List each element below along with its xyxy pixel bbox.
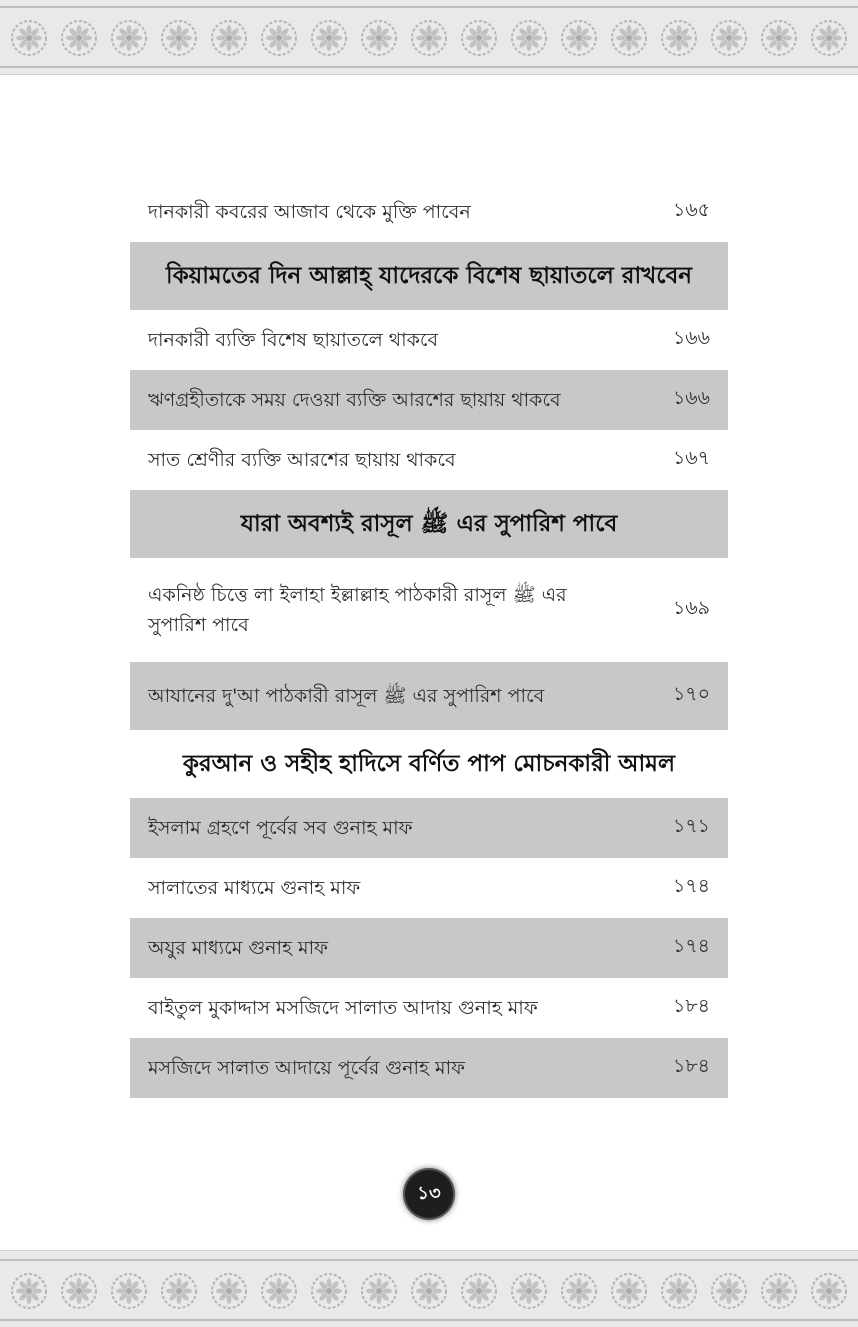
rosette-pattern <box>4 1270 854 1312</box>
toc-entry[interactable] <box>130 662 728 730</box>
rosette-icon <box>562 21 596 55</box>
bottom-ornament-border <box>0 1250 858 1327</box>
toc-entry[interactable] <box>130 370 728 430</box>
rosette-icon <box>512 1274 546 1308</box>
rosette-icon <box>712 21 746 55</box>
toc-entry-title: ইসলাম গ্রহণে পূর্বের সব গুনাহ মাফ <box>148 817 413 839</box>
section-heading: যারা অবশ্যই রাসূল ﷺ এর সুপারিশ পাবে <box>130 490 728 558</box>
toc-entry[interactable] <box>130 182 728 242</box>
toc-entry-title: সাত শ্রেণীর ব্যক্তি আরশের ছায়ায় থাকবে <box>148 449 456 471</box>
rosette-icon <box>412 1274 446 1308</box>
rosette-icon <box>562 1274 596 1308</box>
toc-entry[interactable] <box>130 558 728 662</box>
rosette-icon <box>62 1274 96 1308</box>
rosette-icon <box>12 1274 46 1308</box>
rosette-icon <box>812 21 846 55</box>
section-heading: কিয়ামতের দিন আল্লাহ্ যাদেরকে বিশেষ ছায়াতলে রাখবেন <box>130 242 728 310</box>
toc-entry[interactable] <box>130 978 728 1038</box>
rosette-icon <box>162 1274 196 1308</box>
toc-entry[interactable] <box>130 798 728 858</box>
rosette-icon <box>662 1274 696 1308</box>
rosette-icon <box>612 1274 646 1308</box>
rosette-icon <box>212 1274 246 1308</box>
toc-entry-title: ঋণগ্রহীতাকে সময় দেওয়া ব্যক্তি আরশের ছায়ায় থাকবে <box>148 389 561 411</box>
toc-entry[interactable] <box>130 918 728 978</box>
rosette-icon <box>112 1274 146 1308</box>
rosette-pattern <box>4 17 854 59</box>
toc-entry-title: মসজিদে সালাত আদায়ে পূর্বের গুনাহ মাফ <box>148 1057 466 1079</box>
toc-entry-title: অযুর মাধ্যমে গুনাহ মাফ <box>148 937 329 959</box>
toc-entry-page: ১৬৬ <box>672 327 710 349</box>
toc-entry-page: ১৮৪ <box>673 1055 710 1077</box>
toc-entry-page: ১৭১ <box>672 815 710 837</box>
rosette-icon <box>462 21 496 55</box>
rosette-icon <box>762 21 796 55</box>
toc-entry-title: দানকারী ব্যক্তি বিশেষ ছায়াতলে থাকবে <box>148 329 439 351</box>
toc-entry-page: ১৭৪ <box>672 935 710 957</box>
toc-entry-title: দানকারী কবরের আজাব থেকে মুক্তি পাবেন <box>148 201 471 223</box>
rosette-icon <box>262 1274 296 1308</box>
rosette-icon <box>812 1274 846 1308</box>
top-ornament-border <box>0 0 858 75</box>
toc-entry-title: একনিষ্ঠ চিত্তে লা ইলাহা ইল্লাল্লাহ পাঠকারী রাসূল ﷺ এর সুপারিশ পাবে <box>148 584 567 636</box>
rosette-icon <box>512 21 546 55</box>
toc-entry-page: ১৬৬ <box>672 387 710 409</box>
toc-entry-page: ১৭০ <box>672 683 710 705</box>
rosette-icon <box>12 21 46 55</box>
toc-entry-page: ১৮৪ <box>673 995 710 1017</box>
rosette-icon <box>662 21 696 55</box>
rosette-icon <box>62 21 96 55</box>
toc-entry-title: আযানের দু'আ পাঠকারী রাসূল ﷺ এর সুপারিশ পাবে <box>148 685 545 707</box>
rosette-icon <box>412 21 446 55</box>
toc-entry-title: বাইতুল মুকাদ্দাস মসজিদে সালাত আদায় গুনাহ মাফ <box>148 997 538 1019</box>
toc-entry-page: ১৭৪ <box>672 875 710 897</box>
toc-entry-page: ১৬৭ <box>672 447 710 469</box>
toc-entry[interactable] <box>130 1038 728 1098</box>
rosette-icon <box>362 1274 396 1308</box>
rosette-icon <box>712 1274 746 1308</box>
rosette-icon <box>262 21 296 55</box>
rosette-icon <box>762 1274 796 1308</box>
rosette-icon <box>612 21 646 55</box>
rosette-icon <box>362 21 396 55</box>
rosette-icon <box>112 21 146 55</box>
rosette-icon <box>212 21 246 55</box>
toc-entry[interactable] <box>130 430 728 490</box>
toc-entry-title: সালাতের মাধ্যমে গুনাহ মাফ <box>148 877 361 899</box>
toc-entry[interactable] <box>130 310 728 370</box>
section-heading: কুরআন ও সহীহ হাদিসে বর্ণিত পাপ মোচনকারী আমল <box>182 750 676 777</box>
rosette-icon <box>312 21 346 55</box>
page-number-badge: ১৩ <box>405 1170 453 1218</box>
rosette-icon <box>162 21 196 55</box>
toc-entry-page: ১৬৯ <box>672 597 710 619</box>
rosette-icon <box>462 1274 496 1308</box>
table-of-contents <box>130 182 728 1098</box>
rosette-icon <box>312 1274 346 1308</box>
toc-entry[interactable] <box>130 858 728 918</box>
toc-entry-page: ১৬৫ <box>672 199 710 221</box>
